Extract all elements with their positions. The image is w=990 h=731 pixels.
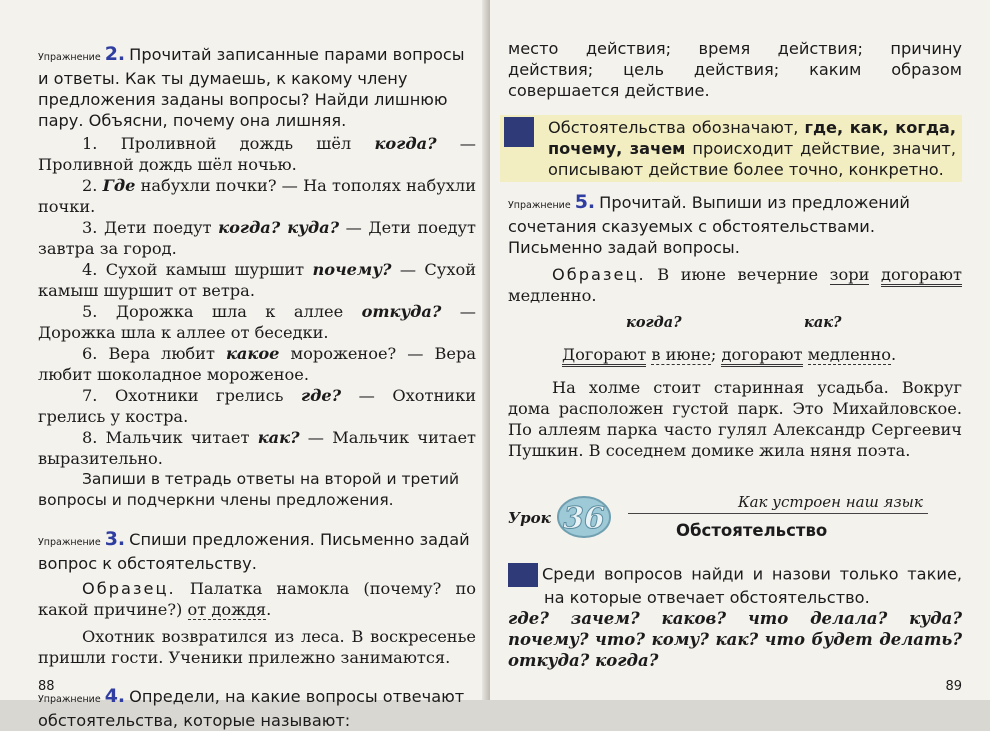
rule-marker-icon [504, 117, 534, 147]
question-label: как? [804, 314, 842, 331]
lesson-number-badge [554, 495, 614, 539]
rule-box [500, 115, 962, 182]
exercise-number: 4. [104, 685, 126, 707]
exercise-3-sample: Образец. Палатка намокла (почему? по какой причине?) от дождя. [38, 579, 476, 619]
exercise-2 [38, 44, 476, 511]
exercise-2-heading [38, 44, 476, 131]
exercise-number: 2. [104, 43, 126, 65]
exercise-5-intro: Прочитай. Выпиши из предложений сочетания сказуемых с обстоятельствами. Письменно задай вопросы. [508, 193, 910, 257]
exercise-2-items [38, 133, 476, 469]
exercise-label: Упражнение [38, 694, 101, 705]
list-item: 8. Мальчик читает как? — Мальчик читает выразительно. [38, 428, 476, 468]
page-number: 89 [945, 679, 962, 694]
exercise-5-text: На холме стоит старинная усадьба. Вокруг дома расположен густой парк. Это Михайловское. По аллеям парка часто гулял Александр Сергеевич Пушкин. В соседнем домике жила няня поэта. [508, 378, 962, 460]
exercise-4 [38, 686, 476, 731]
exercise-label: Упражнение [508, 200, 571, 211]
lesson-topic: Как устроен наш язык [738, 493, 923, 511]
lesson-task [508, 563, 962, 671]
exercise-3-heading [38, 529, 476, 574]
list-item: 2. Где набухли почки? — На тополях набухли почки. [38, 176, 476, 216]
divider [628, 513, 928, 514]
question-list: где? зачем? каков? что делала? куда? почему? что? кому? как? что будет делать? откуда? когда? [508, 609, 962, 670]
exercise-5-heading [508, 192, 962, 258]
right-page [490, 0, 990, 700]
question-label: когда? [626, 314, 682, 331]
lesson-title: Обстоятельство [676, 521, 828, 540]
list-item: 4. Сухой камыш шуршит почему? — Сухой камыш шуршит от ветра. [38, 260, 476, 300]
exercise-3-text: Охотник возвратился из леса. В воскресенье пришли гости. Ученики прилежно занимаются. [38, 627, 476, 667]
exercise-2-intro: Прочитай записанные парами вопросы и ответы. Как ты думаешь, к какому члену предложения заданы вопросы? Найди лишнюю пару. Объясни, почему она лишняя. [38, 45, 465, 130]
exercise-5-pairs: Догорают в июне; догорают медленно. [562, 344, 962, 365]
exercise-3-intro: Спиши предложения. Письменно задай вопрос к обстоятельству. [38, 530, 470, 573]
page-number: 88 [38, 679, 55, 694]
exercise-2-task: Запиши в тетрадь ответы на второй и третий вопросы и подчеркни члены предложения. [38, 470, 460, 509]
lesson-header [508, 491, 962, 547]
book-icon [508, 563, 538, 587]
exercise-3 [38, 529, 476, 668]
list-item: 7. Охотники грелись где? — Охотники грелись у костра. [38, 386, 476, 426]
list-item: 5. Дорожка шла к аллее откуда? — Дорожка шла к аллее от беседки. [38, 302, 476, 342]
exercise-5-sample: Образец. В июне вечерние зори догорают медленно. [508, 265, 962, 305]
left-page [0, 0, 488, 730]
lesson-label: Урок [508, 509, 551, 527]
exercise-label: Упражнение [38, 52, 101, 63]
lesson-task-text: Среди вопросов найди и назови только такие, на которые отвечает обстоятельство. [544, 563, 962, 608]
exercise-4-continuation: место действия; время действия; причину действия; цель действия; каким образом совершается действие. [508, 39, 962, 100]
exercise-4-heading [38, 686, 476, 731]
list-item: 6. Вера любит какое мороженое? — Вера любит шоколадное мороженое. [38, 344, 476, 384]
rule-text: Обстоятельства обозначают, где, как, когда, почему, зачем происходит действие, значит, описывают действие более точно, конкретно. [548, 118, 957, 179]
exercise-label: Упражнение [38, 537, 101, 548]
list-item: 1. Проливной дождь шёл когда? — Проливной дождь шёл ночью. [38, 134, 476, 174]
list-item: 3. Дети поедут когда? куда? — Дети поедут завтра за город. [38, 218, 477, 258]
exercise-4-intro: Определи, на какие вопросы отвечают обстоятельства, которые называют: [38, 687, 465, 730]
exercise-5 [508, 192, 962, 461]
exercise-number: 3. [104, 528, 126, 550]
exercise-number: 5. [574, 191, 596, 213]
question-arrows [508, 306, 962, 344]
lesson-number: 36 [563, 501, 605, 536]
